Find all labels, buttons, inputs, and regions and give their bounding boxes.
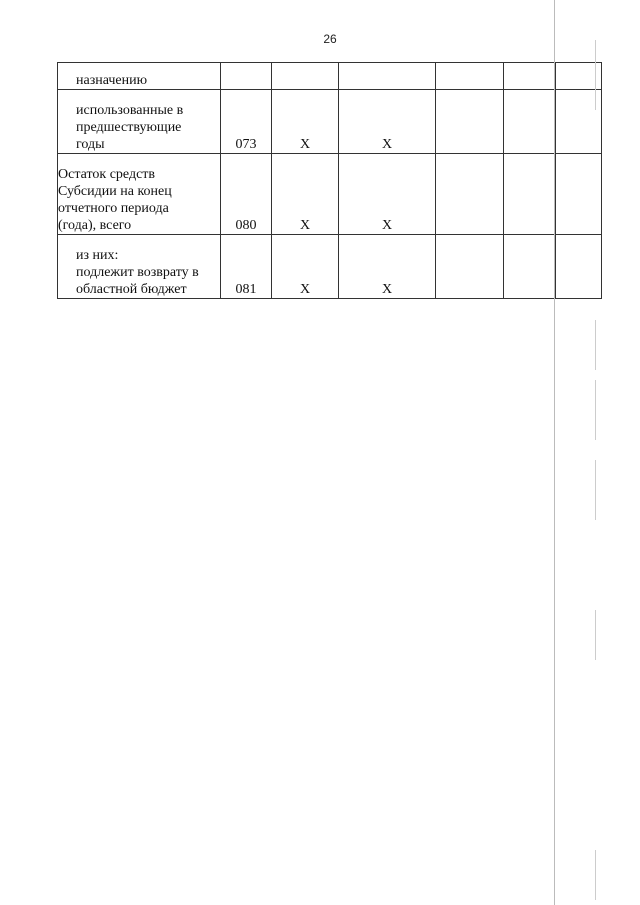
row-label <box>58 235 221 299</box>
cell: X <box>272 154 339 235</box>
scan-artifact-line <box>595 320 596 370</box>
cell <box>504 90 556 154</box>
table-row <box>58 235 602 299</box>
scan-artifact-line <box>595 850 596 900</box>
row-label-line: областной бюджет <box>76 282 187 297</box>
table-row <box>58 154 602 235</box>
row-code: 073 <box>221 90 272 154</box>
row-label-line: Остаток средств <box>58 167 156 182</box>
cell <box>436 235 504 299</box>
row-label-line: предшествующие <box>76 120 182 135</box>
cell <box>504 154 556 235</box>
row-label <box>58 63 221 90</box>
row-code: 081 <box>221 235 272 299</box>
cell <box>272 63 339 90</box>
cell: X <box>272 90 339 154</box>
cell: X <box>339 90 436 154</box>
row-label-line: использованные в <box>76 103 184 118</box>
cell: X <box>272 235 339 299</box>
scan-artifact-line <box>595 610 596 660</box>
table-row <box>58 90 602 154</box>
cell <box>436 90 504 154</box>
row-label-line: Субсидии на конец <box>58 184 172 199</box>
cell <box>436 154 504 235</box>
page-number: 26 <box>323 32 337 46</box>
scan-artifact-line <box>595 380 596 440</box>
row-code <box>221 63 272 90</box>
row-label-line: из них: <box>76 248 119 263</box>
cell: X <box>339 235 436 299</box>
row-label-line: отчетного периода <box>58 201 169 216</box>
report-table <box>57 62 602 299</box>
row-label <box>58 90 221 154</box>
cell <box>556 235 602 299</box>
scan-artifact-line <box>554 0 555 905</box>
row-label-line: подлежит возврату в <box>76 265 199 280</box>
cell <box>339 63 436 90</box>
row-label-line: (года), всего <box>58 218 132 233</box>
scan-artifact-line <box>595 40 596 110</box>
row-label <box>58 154 221 235</box>
row-code: 080 <box>221 154 272 235</box>
cell: X <box>339 154 436 235</box>
row-label-line: годы <box>76 137 105 152</box>
table-row <box>58 63 602 90</box>
cell <box>436 63 504 90</box>
cell <box>504 235 556 299</box>
cell <box>504 63 556 90</box>
scan-artifact-line <box>595 460 596 520</box>
cell <box>556 154 602 235</box>
row-label-line: назначению <box>76 73 148 88</box>
